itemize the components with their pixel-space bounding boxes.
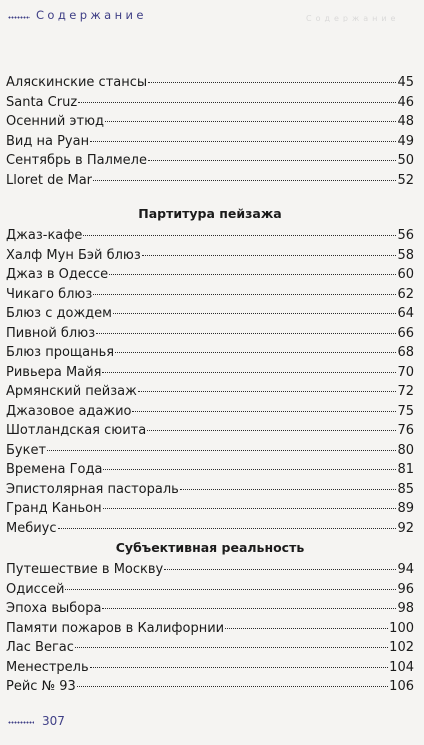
entry-page: 52 [397, 172, 414, 188]
toc-entry[interactable] [6, 441, 414, 461]
entry-title: Осенний этюд [6, 114, 105, 129]
toc-entry[interactable] [6, 343, 414, 363]
toc-entry[interactable] [6, 460, 414, 480]
entry-page: 75 [397, 403, 414, 419]
dot-leader [90, 141, 396, 142]
dot-leader [102, 372, 396, 373]
dot-leader [109, 274, 396, 275]
entry-title: Армянский пейзаж [6, 384, 137, 399]
toc-section-3 [6, 538, 414, 697]
entry-page: 50 [397, 153, 414, 168]
entry-title: Халф Мун Бэй блюз [6, 247, 141, 263]
toc-entry[interactable] [6, 324, 414, 344]
entry-page: 80 [397, 442, 414, 458]
entry-title: Джаз-кафе [6, 228, 83, 243]
dot-leader [58, 528, 397, 529]
dot-leader [164, 569, 396, 570]
dot-leader [78, 102, 396, 103]
entry-title: Сентябрь в Палмеле [6, 153, 147, 168]
toc-entry[interactable] [6, 402, 414, 422]
toc-entry[interactable] [6, 93, 414, 113]
entry-page: 46 [397, 94, 414, 110]
entry-title: Мебиус [6, 520, 57, 536]
toc-entry[interactable] [6, 226, 414, 246]
toc-entry[interactable] [6, 638, 414, 658]
dot-leader [102, 608, 396, 609]
entry-title: Santa Cruz [6, 94, 78, 110]
dot-leader [142, 255, 397, 256]
entry-page: 92 [397, 520, 414, 536]
toc-entry[interactable] [6, 171, 414, 191]
entry-title: Памяти пожаров в Калифорнии [6, 620, 225, 636]
entry-page: 72 [397, 384, 414, 399]
entry-page: 94 [397, 562, 414, 577]
entry-title: Чикаго блюз [6, 286, 93, 302]
entry-title: Одиссей [6, 581, 65, 597]
dot-leader [90, 667, 389, 668]
page-footer [8, 714, 65, 728]
dot-leader [93, 180, 396, 181]
page-number: 307 [42, 714, 65, 728]
entry-page: 96 [397, 581, 414, 597]
entry-title: Рейс № 93 [6, 679, 76, 694]
running-header [8, 8, 147, 22]
entry-title: Букет [6, 442, 47, 458]
toc-entry[interactable] [6, 112, 414, 132]
entry-page: 58 [397, 247, 414, 263]
entry-title: Лас Вегас [6, 640, 74, 655]
entry-page: 49 [397, 133, 414, 149]
entry-title: Эпоха выбора [6, 601, 102, 616]
entry-page: 106 [389, 679, 414, 694]
dot-leader [75, 647, 388, 648]
dot-leader [77, 686, 388, 687]
entry-page: 102 [389, 640, 414, 655]
entry-page: 64 [397, 306, 414, 321]
toc-entry[interactable] [6, 658, 414, 678]
entry-page: 62 [397, 286, 414, 302]
dot-leader [147, 430, 396, 431]
entry-page: 89 [397, 501, 414, 516]
toc-entry[interactable] [6, 304, 414, 324]
entry-page: 76 [397, 423, 414, 438]
entry-title: Гранд Каньон [6, 501, 102, 516]
toc-entry[interactable] [6, 560, 414, 580]
dot-leader [65, 589, 396, 590]
dot-leader [148, 82, 396, 83]
toc-entry[interactable] [6, 599, 414, 619]
entry-title: Блюз с дождем [6, 306, 112, 321]
dot-leader [105, 121, 396, 122]
entry-title: Шотландская сюита [6, 423, 147, 438]
dotted-rule [8, 16, 30, 19]
dotted-rule [8, 721, 34, 724]
entry-title: Эпистолярная пастораль [6, 481, 179, 497]
dot-leader [103, 508, 397, 509]
entry-page: 104 [389, 659, 414, 675]
dot-leader [180, 489, 397, 490]
entry-title: Джаз в Одессе [6, 267, 109, 282]
entry-page: 48 [397, 114, 414, 129]
entry-page: 100 [389, 620, 414, 636]
section-heading: Субъективная реальность [115, 540, 305, 555]
entry-page: 70 [397, 364, 414, 380]
entry-title: Ривьера Майя [6, 364, 102, 380]
entry-title: Путешествие в Москву [6, 562, 164, 577]
toc-entry[interactable] [6, 73, 414, 93]
entry-title: Пивной блюз [6, 325, 96, 341]
entry-page: 45 [397, 75, 414, 90]
section-heading: Партитура пейзажа [138, 206, 282, 221]
toc-entry[interactable] [6, 499, 414, 519]
entry-page: 85 [397, 481, 414, 497]
dot-leader [115, 352, 396, 353]
dot-leader [138, 391, 397, 392]
entry-title: Менестрель [6, 659, 89, 675]
toc-entry[interactable] [6, 285, 414, 305]
dot-leader [132, 411, 396, 412]
toc-entry[interactable] [6, 132, 414, 152]
entry-page: 98 [397, 601, 414, 616]
toc-entry[interactable] [6, 677, 414, 697]
dot-leader [113, 313, 397, 314]
toc-entry[interactable] [6, 619, 414, 639]
dot-leader [148, 160, 396, 161]
toc-section-2 [6, 204, 414, 538]
header-title: Содержание [36, 8, 147, 22]
entry-title: Вид на Руан [6, 133, 90, 149]
entry-title: Джазовое адажио [6, 403, 132, 419]
entry-title: Времена Года [6, 462, 103, 477]
bleed-through-text: Содержание [306, 14, 400, 22]
toc-entry[interactable] [6, 246, 414, 266]
toc-group-1 [6, 73, 414, 190]
toc-entry[interactable] [6, 421, 414, 441]
entry-page: 60 [397, 267, 414, 282]
dot-leader [83, 235, 396, 236]
entry-title: Блюз прощанья [6, 345, 115, 360]
dot-leader [47, 450, 396, 451]
dot-leader [93, 294, 396, 295]
entry-page: 56 [397, 228, 414, 243]
toc-entry[interactable] [6, 519, 414, 539]
dot-leader [103, 469, 396, 470]
toc-entry[interactable] [6, 151, 414, 171]
toc-entry[interactable] [6, 265, 414, 285]
entry-title: Lloret de Mar [6, 172, 93, 188]
entry-page: 66 [397, 325, 414, 341]
toc-entry[interactable] [6, 363, 414, 383]
entry-title: Аляскинские стансы [6, 75, 148, 90]
dot-leader [96, 333, 396, 334]
entry-page: 68 [397, 345, 414, 360]
toc-entry[interactable] [6, 382, 414, 402]
dot-leader [225, 628, 388, 629]
toc-entry[interactable] [6, 480, 414, 500]
toc-entry[interactable] [6, 580, 414, 600]
entry-page: 81 [397, 462, 414, 477]
